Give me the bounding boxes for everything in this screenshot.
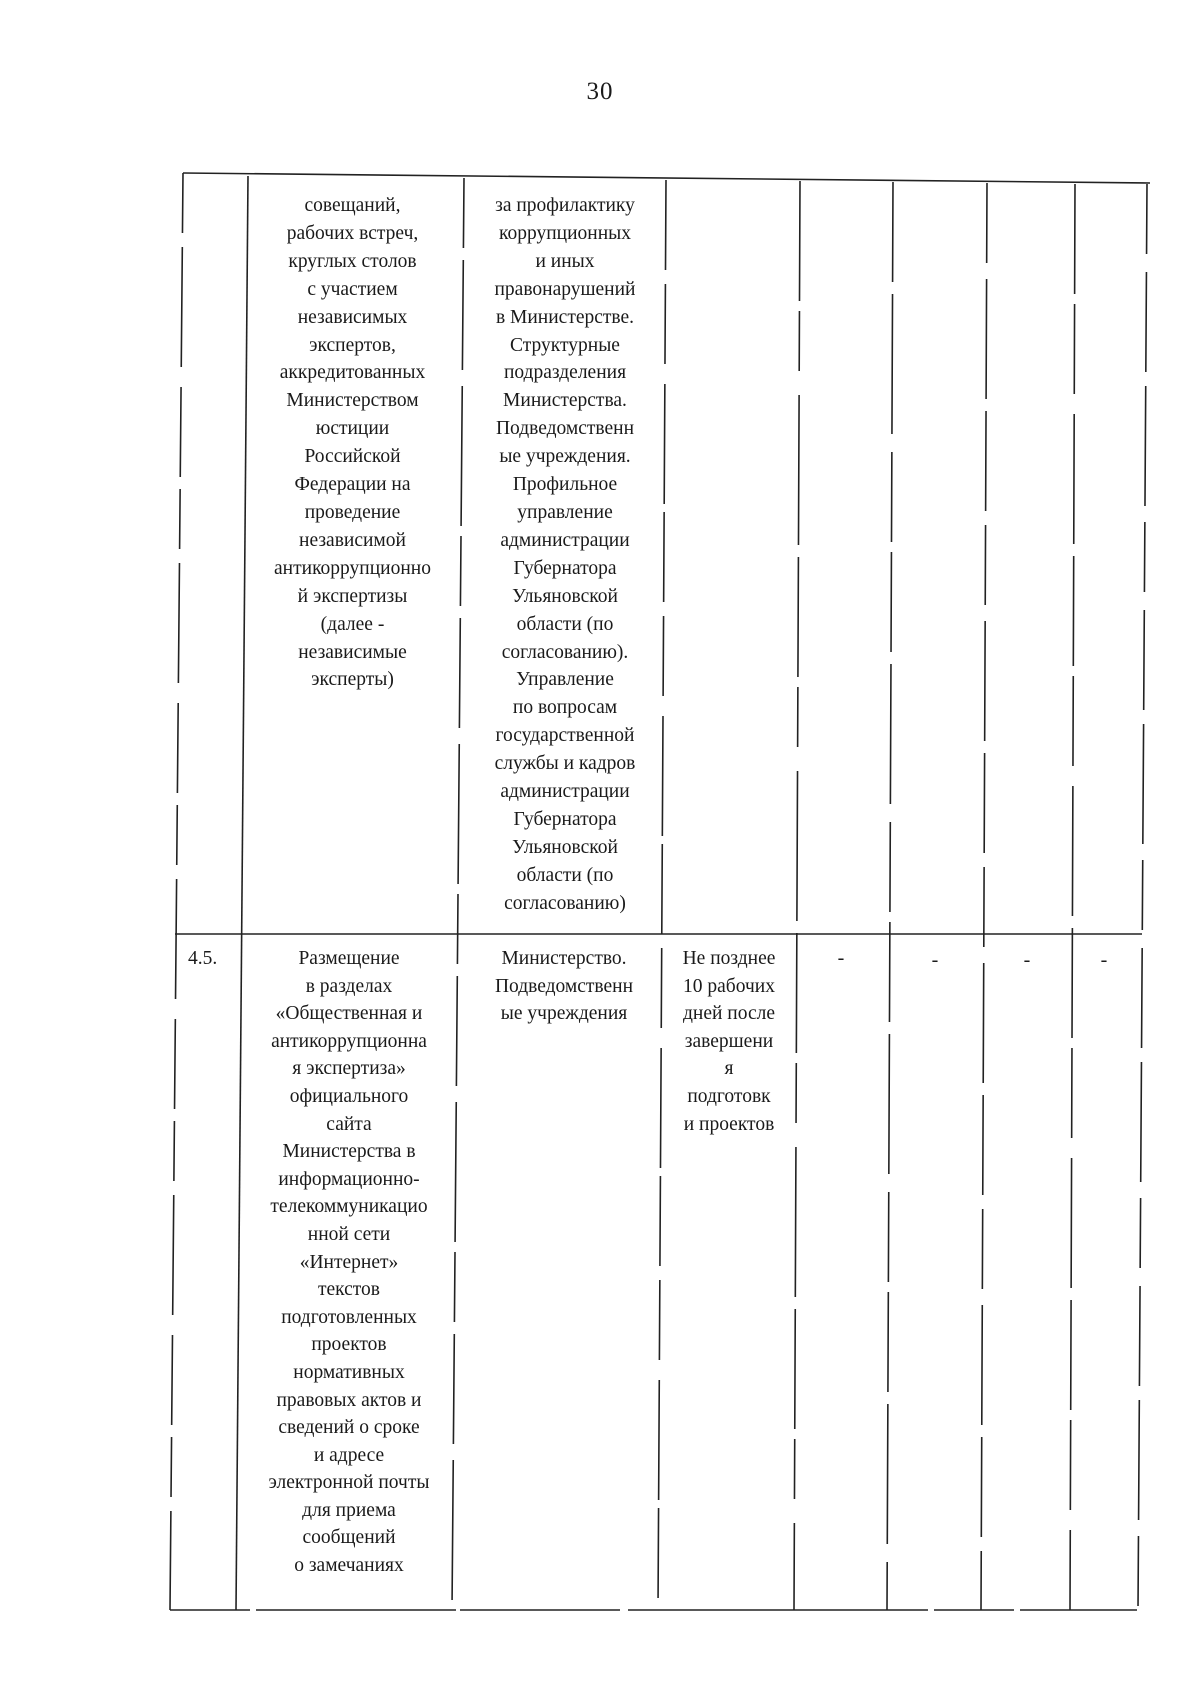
col-divider-5 — [887, 182, 893, 1610]
value-cell-dash: - — [1023, 949, 1031, 971]
col-divider-7 — [1070, 184, 1075, 1610]
value-cell-dash: - — [837, 947, 845, 969]
responsible-cell: Министерство. Подведомственн ые учреждения — [494, 948, 634, 1025]
measure-cell: Размещение в разделах «Общественная и антикоррупционна я экспертиза» официального сайта Министерства в информационно- телекоммуникацио нной сети «Интернет» текстов подготовленных проектов нормативных правовых актов и сведений о сроке и адресе электронной почты для приема сообщений о замечаниях — [268, 948, 430, 1577]
table-right-border — [1138, 184, 1147, 1610]
page-number: 30 — [586, 78, 614, 105]
item-number: 4.5. — [188, 948, 218, 969]
deadline-cell: Не позднее 10 рабочих дней после завершени я подготовк и проектов — [682, 948, 776, 1135]
col-divider-4 — [794, 181, 800, 1610]
value-cell-dash: - — [931, 949, 939, 971]
value-cell-dash: - — [1100, 949, 1108, 971]
table-left-border — [170, 173, 183, 1610]
measure-cell: совещаний, рабочих встреч, круглых столов с участием независимых экспертов, аккредитованных Министерством юстиции Российской Федерации на проведение независимой антикоррупционно й экспертизы (далее - независимые эксперты) — [274, 195, 431, 691]
col-divider-6 — [981, 183, 987, 1610]
responsible-cell: за профилактику коррупционных и иных правонарушений в Министерстве. Структурные подразделения Министерства. Подведомственн ые учреждения. Профильное управление администрации Губернатора Ульяновской области (по согласованию). Управление по вопросам государственной службы и кадров администрации Губернатора Ульяновской области (по согласованию) — [494, 195, 636, 914]
